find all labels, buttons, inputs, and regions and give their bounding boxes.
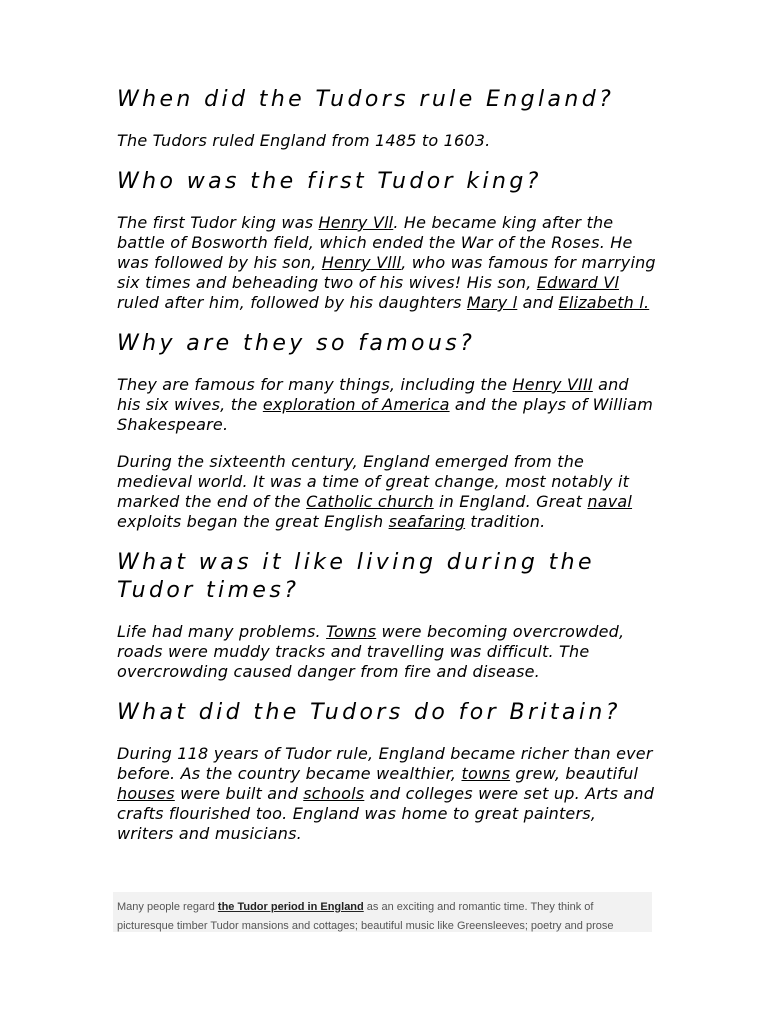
para-rule-dates: The Tudors ruled England from 1485 to 1603. [117,131,491,150]
link-houses[interactable]: houses [117,784,175,803]
link-towns[interactable]: Towns [326,622,377,641]
link-towns-2[interactable]: towns [461,764,511,783]
link-schools[interactable]: schools [303,784,365,803]
text-span: and the plays of William Shakespeare. [117,395,653,434]
text-span: and [517,293,559,312]
link-mary-i[interactable]: Mary l [466,293,518,312]
note-line-2: picturesque timber Tudor mansions and cottages; beautiful music like Greensleeves; poetry and prose [117,920,614,932]
text-span: grew, beautiful [510,764,639,783]
para-first-king [117,213,657,313]
text-span: Many people regard [117,901,218,913]
para-famous [117,375,657,435]
note-line-1 [117,898,652,917]
heading-first-king: Who was the first Tudor king? [117,169,542,194]
text-span: During 118 years of Tudor rule, England became richer than ever before. As the country became wealthier, [117,744,653,783]
text-span: They are famous for many things, including the [117,375,513,394]
para-living [117,622,657,682]
link-henry-viii[interactable]: Henry Vlll [321,253,402,272]
heading-living-tudor-times: What was it like living during the Tudor times? [117,550,595,603]
heading-when-rule: When did the Tudors rule England? [117,87,615,112]
text-span: were becoming overcrowded, roads were muddy tracks and travelling was difficult. The overcrowding caused danger from fire and disease. [117,622,625,681]
text-span: Life had many problems. [117,622,327,641]
text-span: and his six wives, the [117,375,629,414]
link-naval[interactable]: naval [587,492,633,511]
excerpt-note-box [113,892,652,932]
text-span: During the sixteenth century, England emerged from the medieval world. It was a time of great change, most notably it marked the end of the [117,452,630,511]
heading-tudors-for-britain: What did the Tudors do for Britain? [117,700,621,725]
para-britain [117,744,657,844]
link-catholic-church[interactable]: Catholic church [306,492,434,511]
text-span: The first Tudor king was [117,213,319,232]
text-span: in England. Great [433,492,588,511]
text-span: tradition. [465,512,546,531]
link-edward-vi[interactable]: Edward Vl [536,273,620,292]
text-span: . He became king after the battle of Bosworth field, which ended the War of the Roses. He was followed by his son, [117,213,633,272]
heading-why-famous: Why are they so famous? [117,331,476,356]
text-span: ruled after him, followed by his daughters [117,293,467,312]
link-seafaring[interactable]: seafaring [388,512,466,531]
text-span: , who was famous for marrying six times and beheading two of his wives! His son, [117,253,656,292]
link-tudor-period[interactable]: the Tudor period in England [217,901,364,913]
text-span: were built and [174,784,304,803]
document-body [117,86,657,844]
link-henry-viii-2[interactable]: Henry VIII [512,375,593,394]
link-exploration-america[interactable]: exploration of America [262,395,450,414]
text-span: as an exciting and romantic time. They think of [363,901,594,913]
para-sixteenth-century [117,452,657,532]
link-elizabeth-i[interactable]: Elizabeth l. [558,293,650,312]
link-henry-vii[interactable]: Henry Vll [318,213,394,232]
text-span: exploits began the great English [117,512,389,531]
text-span: and colleges were set up. Arts and crafts flourished too. England was home to great painters, writers and musicians. [117,784,655,843]
